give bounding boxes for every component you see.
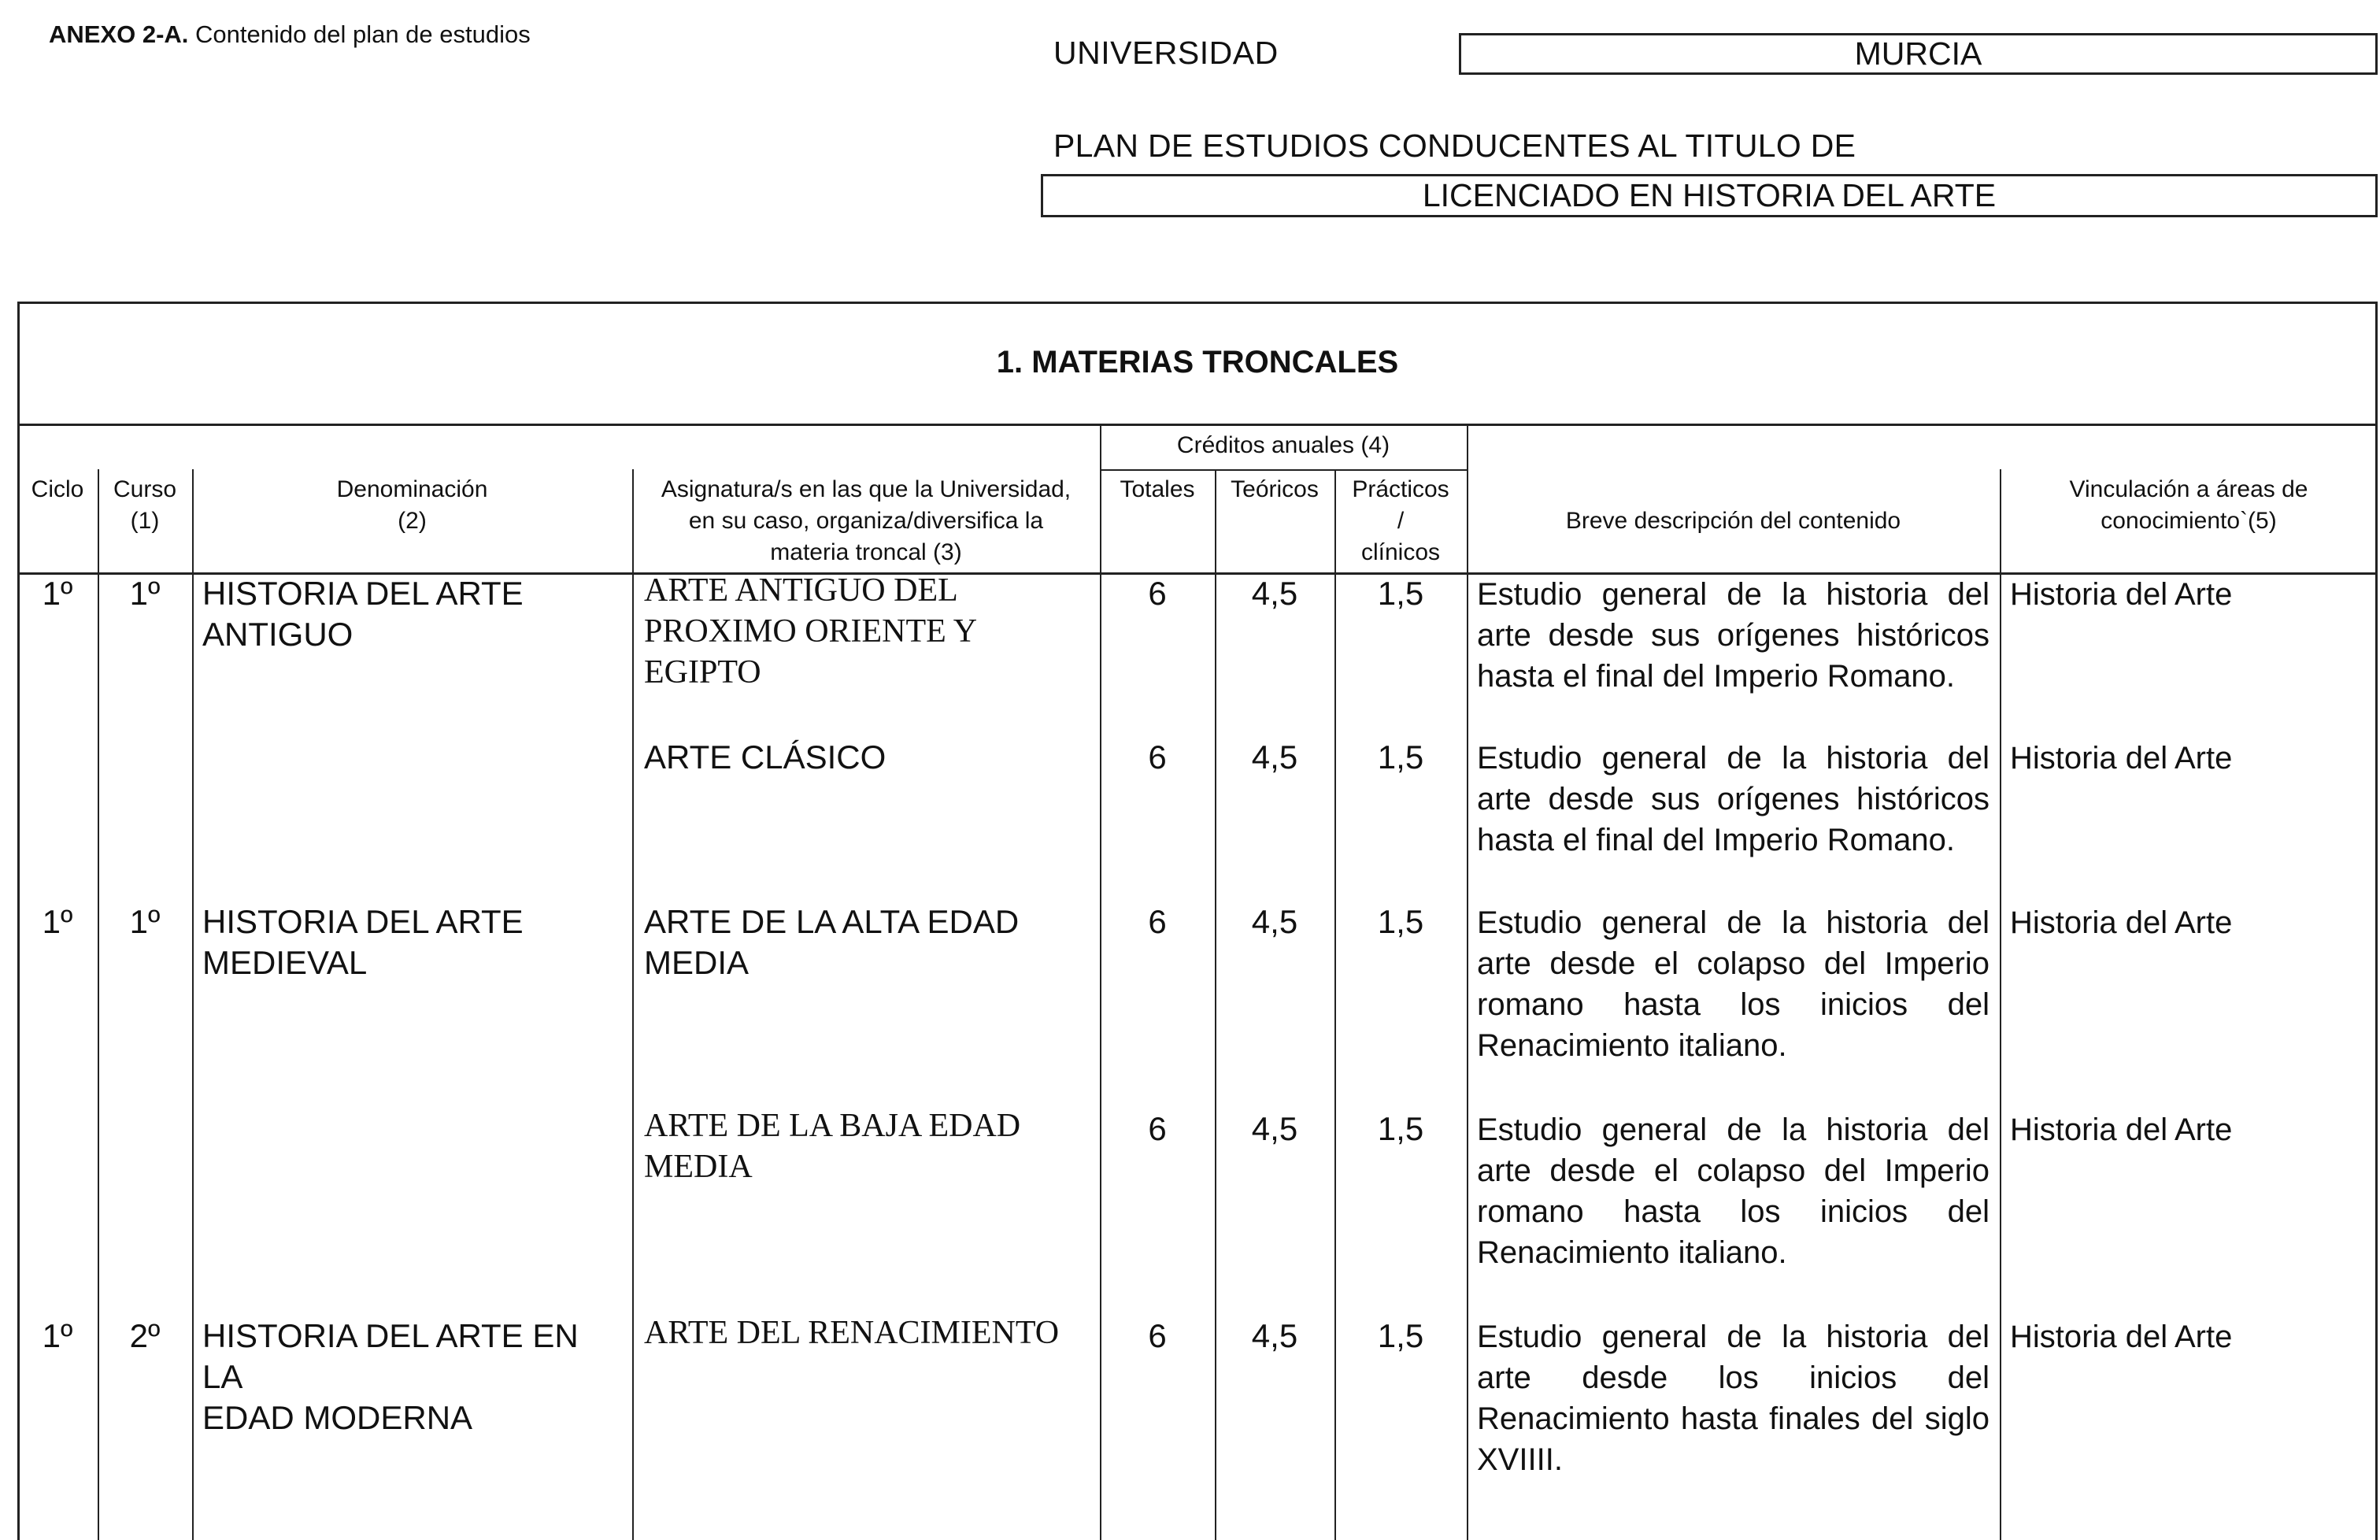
row-4-ciclo: 1º <box>42 1317 73 1354</box>
row-3-practicos: 1,5 <box>1377 1110 1424 1147</box>
section-title: 1. MATERIAS TRONCALES <box>17 302 2378 426</box>
plan-label: PLAN DE ESTUDIOS CONDUCENTES AL TITULO DE <box>1053 128 1856 164</box>
row-0-totales: 6 <box>1148 575 1167 612</box>
row-0-denominacion: HISTORIA DEL ARTE ANTIGUO <box>202 575 524 653</box>
header-totales: Totales <box>1120 476 1195 502</box>
col-divider-totales <box>1215 469 1216 1540</box>
row-0-curso: 1º <box>129 575 161 612</box>
credits-header-rule <box>1100 469 1467 471</box>
row-0-ciclo: 1º <box>42 575 73 612</box>
university-name: MURCIA <box>1459 33 2378 75</box>
degree-title: LICENCIADO EN HISTORIA DEL ARTE <box>1041 174 2378 217</box>
row-3-asignatura: ARTE DE LA BAJA EDAD MEDIA <box>644 1108 1021 1185</box>
header-creditos: Créditos anuales (4) <box>1176 432 1390 458</box>
row-1-teoricos: 4,5 <box>1251 739 1298 776</box>
header-denominacion: Denominación (2) <box>336 476 488 534</box>
annex-label-rest: Contenido del plan de estudios <box>188 20 531 48</box>
row-2-curso: 1º <box>129 903 161 940</box>
row-3-totales: 6 <box>1148 1110 1167 1147</box>
row-4-descripcion: Estudio general de la historia del arte desde los inicios del Renacimiento hasta finales del siglo XVIIII. <box>1477 1320 1990 1477</box>
row-3-teoricos: 4,5 <box>1251 1110 1298 1147</box>
header-descripcion: Breve descripción del contenido <box>1565 508 1901 534</box>
row-2-denominacion: HISTORIA DEL ARTE MEDIEVAL <box>202 903 524 981</box>
row-1-area: Historia del Arte <box>2010 741 2233 776</box>
header-asignatura: Asignatura/s en las que la Universidad, en su caso, organiza/diversifica la materia troncal (3) <box>661 476 1072 565</box>
row-0-area: Historia del Arte <box>2010 577 2233 612</box>
annex-label <box>49 20 531 49</box>
row-3-descripcion: Estudio general de la historia del arte desde el colapso del Imperio romano hasta los inicios del Renacimiento italiano. <box>1477 1112 1990 1270</box>
col-divider-teoricos <box>1334 469 1336 1540</box>
row-4-denominacion: HISTORIA DEL ARTE EN LA EDAD MODERNA <box>202 1317 579 1436</box>
row-2-totales: 6 <box>1148 903 1167 940</box>
row-4-practicos: 1,5 <box>1377 1317 1424 1354</box>
row-4-curso: 2º <box>129 1317 161 1354</box>
row-1-totales: 6 <box>1148 739 1167 776</box>
row-0-teoricos: 4,5 <box>1251 575 1298 612</box>
row-2-ciclo: 1º <box>42 903 73 940</box>
row-4-teoricos: 4,5 <box>1251 1317 1298 1354</box>
row-1-descripcion: Estudio general de la historia del arte desde sus orígenes históricos hasta el final del Imperio Romano. <box>1477 741 1990 857</box>
annex-label-bold: ANEXO 2-A. <box>49 20 189 48</box>
header-ciclo: Ciclo <box>31 476 84 502</box>
row-2-area: Historia del Arte <box>2010 905 2233 940</box>
row-1-asignatura: ARTE CLÁSICO <box>644 739 886 776</box>
row-3-area: Historia del Arte <box>2010 1112 2233 1147</box>
col-divider-denominacion <box>632 469 634 1540</box>
header-curso: Curso (1) <box>113 476 177 534</box>
row-2-asignatura: ARTE DE LA ALTA EDAD MEDIA <box>644 903 1020 981</box>
header-practicos: Prácticos / clínicos <box>1352 476 1449 565</box>
col-divider-curso <box>192 469 194 1540</box>
col-divider-creditos <box>1467 426 1468 1540</box>
row-1-practicos: 1,5 <box>1377 739 1424 776</box>
col-divider-descripcion <box>2000 469 2001 1540</box>
row-2-practicos: 1,5 <box>1377 903 1424 940</box>
row-0-asignatura: ARTE ANTIGUO DEL PROXIMO ORIENTE Y EGIPTO <box>644 572 976 690</box>
university-label: UNIVERSIDAD <box>1053 35 1279 71</box>
row-4-asignatura: ARTE DEL RENACIMIENTO <box>644 1315 1060 1351</box>
row-4-totales: 6 <box>1148 1317 1167 1354</box>
row-2-teoricos: 4,5 <box>1251 903 1298 940</box>
row-0-practicos: 1,5 <box>1377 575 1424 612</box>
row-4-area: Historia del Arte <box>2010 1320 2233 1354</box>
col-divider-ciclo <box>98 469 99 1540</box>
header-vinculacion: Vinculación a áreas de conocimiento`(5) <box>2069 476 2308 534</box>
header-teoricos: Teóricos <box>1231 476 1319 502</box>
row-2-descripcion: Estudio general de la historia del arte desde el colapso del Imperio romano hasta los inicios del Renacimiento italiano. <box>1477 905 1990 1063</box>
row-0-descripcion: Estudio general de la historia del arte desde sus orígenes históricos hasta el final del Imperio Romano. <box>1477 577 1990 694</box>
